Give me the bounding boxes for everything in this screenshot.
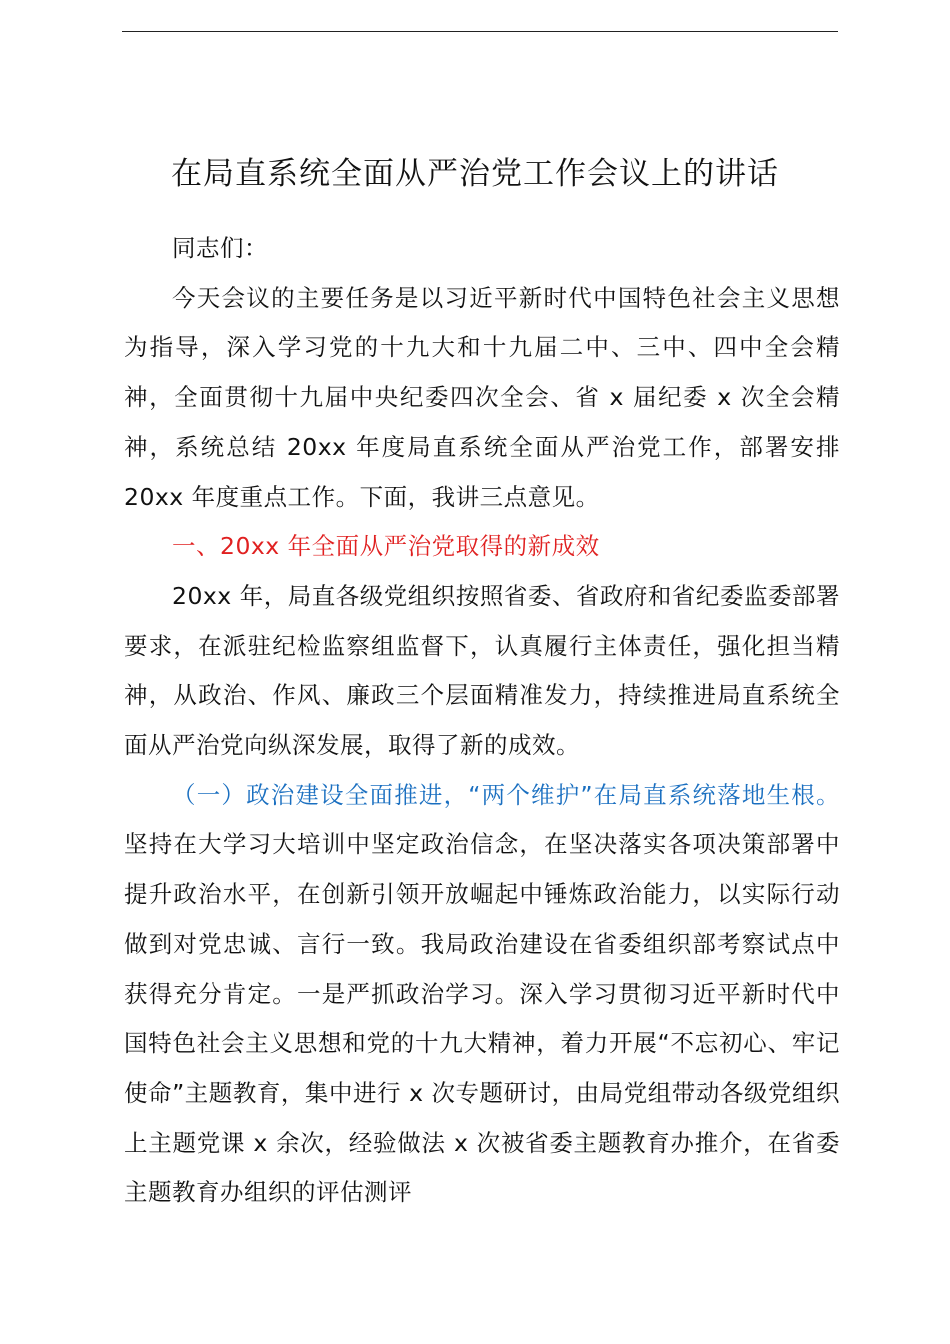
section-heading: 一、20xx 年全面从严治党取得的新成效 — [172, 532, 600, 561]
section-intro-paragraph: 20xx 年，局直各级党组织按照省委、省政府和省纪委监委部署要求，在派驻纪检监察组监督下，认真履行主体责任，强化担当精神，从政治、作风、廉政三个层面精准发力，持续推进局直系统全面从严治党向纵深发展，取得了新的成效。 — [124, 581, 840, 760]
intro-paragraph: 今天会议的主要任务是以习近平新时代中国特色社会主义思想为指导，深入学习党的十九大和十九届二中、三中、四中全会精神，全面贯彻十九届中央纪委四次全会、省 x 届纪委 x 次全会精神，系统总结 20xx 年度局直系统全面从严治党工作，部署安排 20xx 年度重点工作。下面，我讲三点意见。 — [124, 283, 840, 511]
subsection-heading: （一）政治建设全面推进，“两个维护”在局直系统落地生根。 — [172, 780, 840, 809]
subsection-paragraph — [124, 771, 840, 1218]
salutation: 同志们： — [172, 234, 268, 262]
header-rule — [122, 31, 838, 32]
subsection-body: 坚持在大学习大培训中坚定政治信念，在坚决落实各项决策部署中提升政治水平，在创新引领开放崛起中锤炼政治能力，以实际行动做到对党忠诚、言行一致。我局政治建设在省委组织部考察试点中获得充分肯定。一是严抓政治学习。深入学习贯彻习近平新时代中国特色社会主义思想和党的十九大精神，着力开展“不忘初心、牢记使命”主题教育，集中进行 x 次专题研讨，由局党组带动各级党组织上主题党课 x 余次，经验做法 x 次被省委主题教育办推介，在省委主题教育办组织的评估测评 — [124, 830, 840, 1207]
document-body — [124, 224, 840, 1218]
page-title: 在局直系统全面从严治党工作会议上的讲话 — [171, 156, 779, 192]
